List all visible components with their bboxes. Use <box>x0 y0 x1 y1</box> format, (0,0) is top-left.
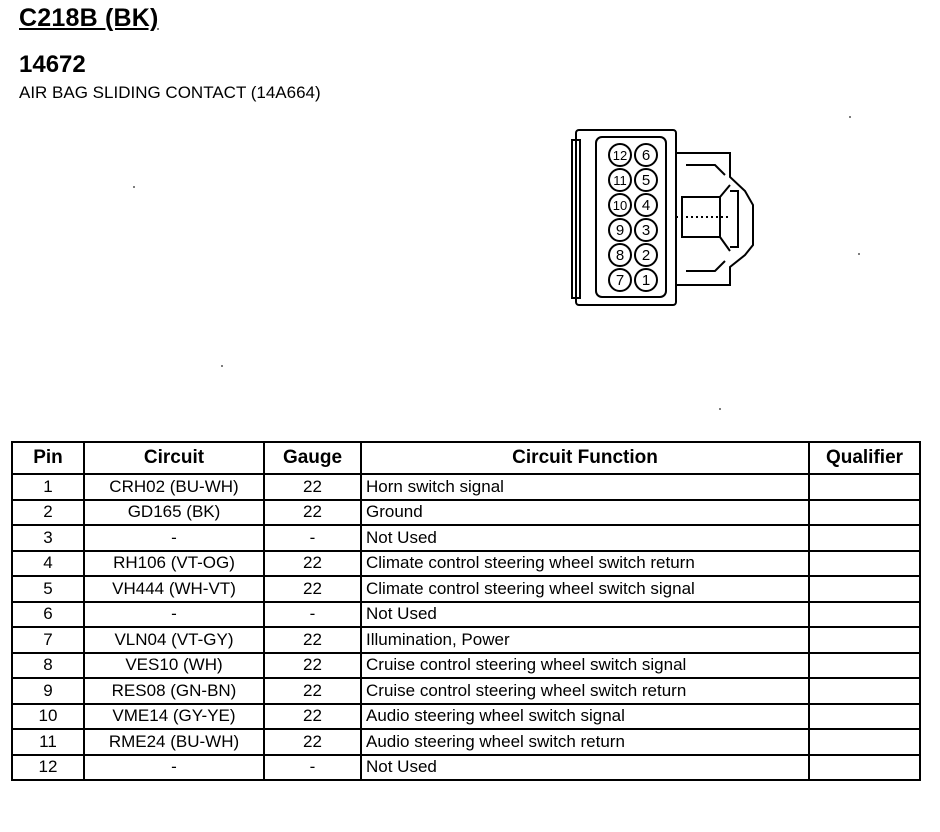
pin-cell: 7 <box>12 627 84 653</box>
qualifier-cell <box>809 576 920 602</box>
gauge-cell: - <box>264 602 361 628</box>
table-row <box>12 602 920 628</box>
qualifier-cell <box>809 653 920 679</box>
circuit-cell: RH106 (VT-OG) <box>84 551 264 577</box>
table-row <box>12 627 920 653</box>
pin-5 <box>635 169 657 191</box>
circuit-cell: VES10 (WH) <box>84 653 264 679</box>
gauge-cell: 22 <box>264 551 361 577</box>
qualifier-cell <box>809 704 920 730</box>
pin-cell: 12 <box>12 755 84 781</box>
connector-housing <box>572 130 753 305</box>
pin-label: 10 <box>612 198 628 213</box>
header-qualifier: Qualifier <box>809 442 920 474</box>
qualifier-cell <box>809 525 920 551</box>
pin-label: 2 <box>641 247 651 264</box>
circuit-cell: RES08 (GN-BN) <box>84 678 264 704</box>
pin-cell: 8 <box>12 653 84 679</box>
function-cell: Cruise control steering wheel switch return <box>361 678 809 704</box>
part-number: 14672 <box>19 51 86 78</box>
pin-11 <box>609 169 631 191</box>
pin-cell: 6 <box>12 602 84 628</box>
table-row <box>12 653 920 679</box>
pin-3 <box>635 219 657 241</box>
pinout-table <box>11 441 921 781</box>
pin-4 <box>635 194 657 216</box>
part-description: AIR BAG SLIDING CONTACT (14A664) <box>19 83 321 102</box>
pin-9 <box>609 219 631 241</box>
pin-12 <box>609 144 631 166</box>
gauge-cell: - <box>264 525 361 551</box>
table-row <box>12 704 920 730</box>
scan-speck <box>858 253 860 255</box>
circuit-cell: CRH02 (BU-WH) <box>84 474 264 500</box>
pin-cell: 1 <box>12 474 84 500</box>
pin-label: 8 <box>615 247 625 264</box>
qualifier-cell <box>809 474 920 500</box>
function-cell: Climate control steering wheel switch return <box>361 551 809 577</box>
pin-label: 12 <box>612 148 628 163</box>
qualifier-cell <box>809 500 920 526</box>
qualifier-cell <box>809 627 920 653</box>
gauge-cell: 22 <box>264 576 361 602</box>
function-cell: Audio steering wheel switch return <box>361 729 809 755</box>
function-cell: Not Used <box>361 602 809 628</box>
function-cell: Not Used <box>361 525 809 551</box>
scan-speck <box>133 186 135 188</box>
pin-1 <box>635 269 657 291</box>
pin-cell: 5 <box>12 576 84 602</box>
pin-cell: 2 <box>12 500 84 526</box>
pin-cell: 11 <box>12 729 84 755</box>
pin-label: 5 <box>641 172 651 189</box>
table-row <box>12 729 920 755</box>
table-row <box>12 755 920 781</box>
pin-label: 11 <box>613 173 627 188</box>
function-cell: Ground <box>361 500 809 526</box>
function-cell: Illumination, Power <box>361 627 809 653</box>
pin-cell: 3 <box>12 525 84 551</box>
pin-label: 4 <box>641 197 651 214</box>
header-pin: Pin <box>12 442 84 474</box>
header-circuit-function: Circuit Function <box>361 442 809 474</box>
table-header-row <box>12 442 920 474</box>
pin-cell: 10 <box>12 704 84 730</box>
gauge-cell: 22 <box>264 678 361 704</box>
qualifier-cell <box>809 729 920 755</box>
function-cell: Audio steering wheel switch signal <box>361 704 809 730</box>
pin-8 <box>609 244 631 266</box>
qualifier-cell <box>809 755 920 781</box>
circuit-cell: VH444 (WH-VT) <box>84 576 264 602</box>
function-cell: Cruise control steering wheel switch signal <box>361 653 809 679</box>
function-cell: Horn switch signal <box>361 474 809 500</box>
table-row <box>12 576 920 602</box>
circuit-cell: GD165 (BK) <box>84 500 264 526</box>
pin-10 <box>609 194 631 216</box>
pin-label: 6 <box>641 147 651 164</box>
circuit-cell: - <box>84 525 264 551</box>
circuit-cell: - <box>84 602 264 628</box>
qualifier-cell <box>809 602 920 628</box>
scan-speck <box>719 408 721 410</box>
circuit-cell: RME24 (BU-WH) <box>84 729 264 755</box>
pin-cell: 9 <box>12 678 84 704</box>
pin-label: 1 <box>641 272 651 289</box>
qualifier-cell <box>809 678 920 704</box>
circuit-cell: - <box>84 755 264 781</box>
circuit-cell: VLN04 (VT-GY) <box>84 627 264 653</box>
gauge-cell: 22 <box>264 500 361 526</box>
connector-title: C218B (BK) <box>19 4 159 32</box>
gauge-cell: 22 <box>264 704 361 730</box>
gauge-cell: 22 <box>264 627 361 653</box>
pin-6 <box>635 144 657 166</box>
pin-label: 3 <box>641 222 651 239</box>
table-row <box>12 500 920 526</box>
connector-pins <box>609 144 657 291</box>
circuit-cell: VME14 (GY-YE) <box>84 704 264 730</box>
table-row <box>12 678 920 704</box>
table-row <box>12 551 920 577</box>
gauge-cell: 22 <box>264 653 361 679</box>
pin-cell: 4 <box>12 551 84 577</box>
table-row <box>12 474 920 500</box>
pin-2 <box>635 244 657 266</box>
pin-7 <box>609 269 631 291</box>
connector-face-diagram <box>570 125 760 310</box>
gauge-cell: 22 <box>264 474 361 500</box>
table-row <box>12 525 920 551</box>
header-circuit: Circuit <box>84 442 264 474</box>
function-cell: Climate control steering wheel switch signal <box>361 576 809 602</box>
gauge-cell: 22 <box>264 729 361 755</box>
pin-label: 7 <box>615 272 625 289</box>
function-cell: Not Used <box>361 755 809 781</box>
header-gauge: Gauge <box>264 442 361 474</box>
pin-label: 9 <box>615 222 625 239</box>
qualifier-cell <box>809 551 920 577</box>
gauge-cell: - <box>264 755 361 781</box>
scan-speck <box>221 365 223 367</box>
scan-speck <box>849 116 851 118</box>
